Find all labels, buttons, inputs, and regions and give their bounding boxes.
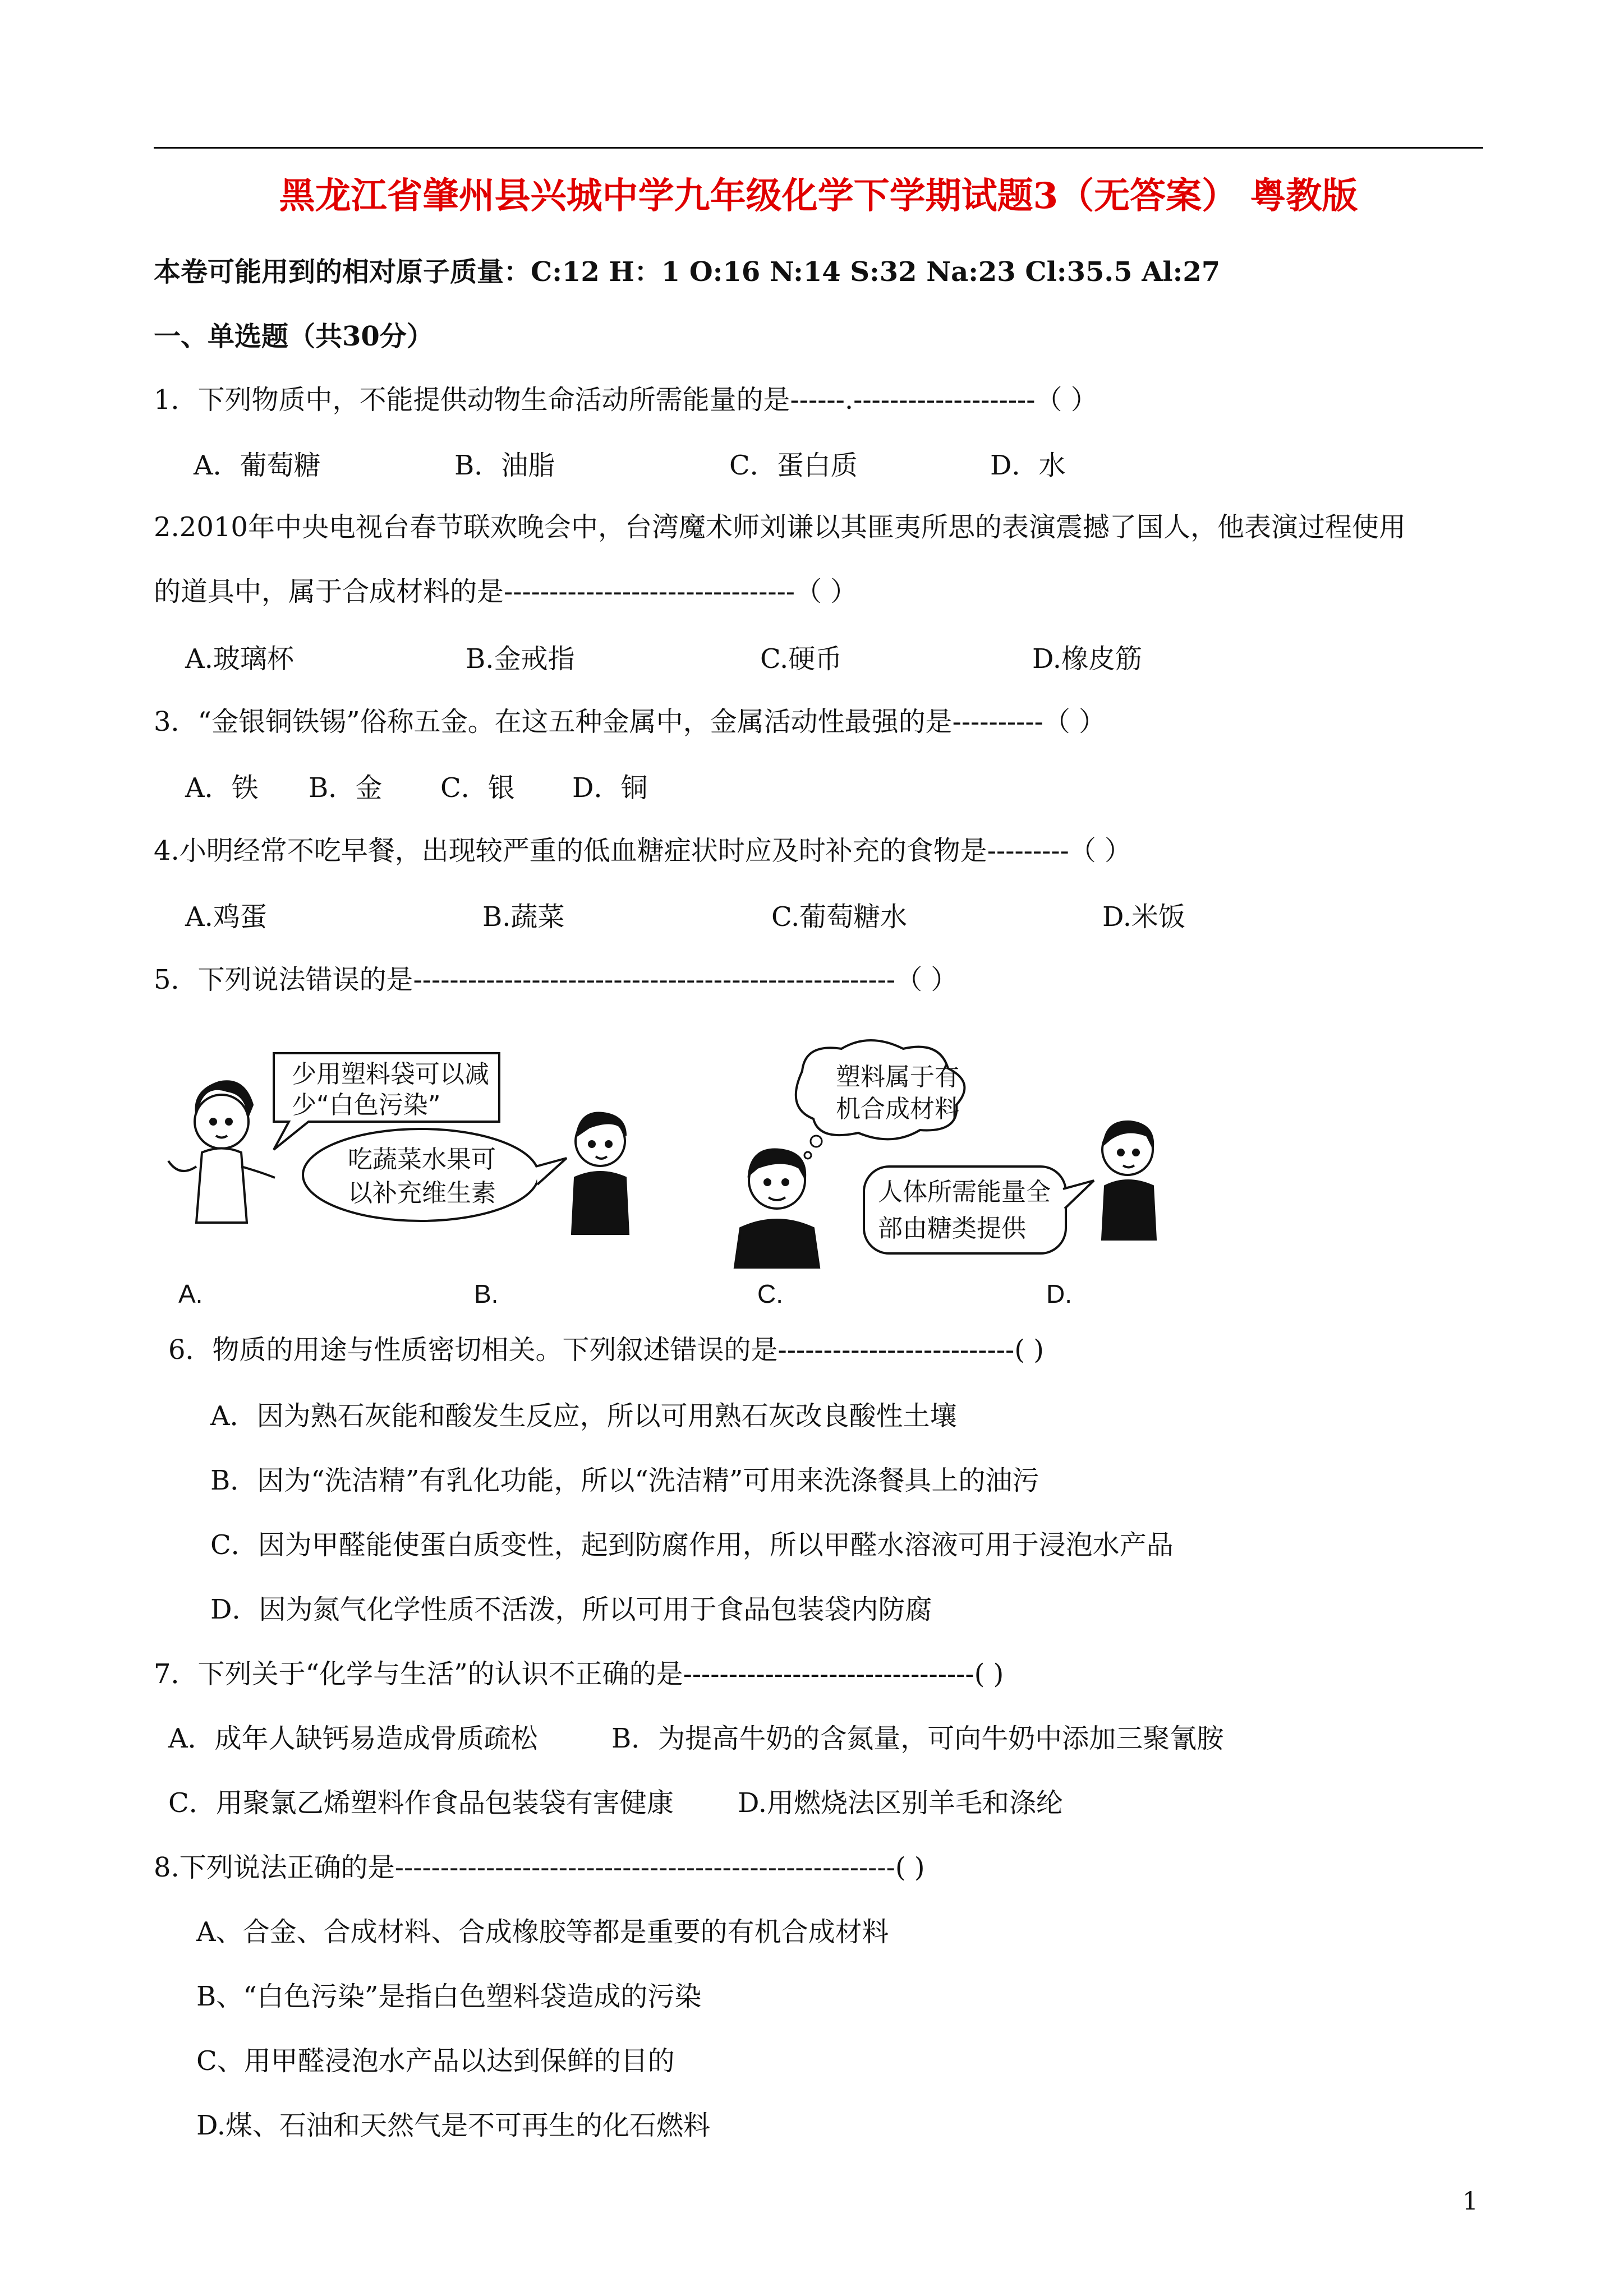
question-2-stem-line1: 2.2010年中央电视台春节联欢晚会中，台湾魔术师刘谦以其匪夷所思的表演震撼了国人，他表演过程使用 xyxy=(154,511,1406,543)
bubble-c-line1: 塑料属于有 xyxy=(836,1063,959,1091)
section-heading: 一、单选题（共30分） xyxy=(154,321,434,352)
caption-c: C. xyxy=(757,1279,783,1308)
option-b: B．油脂 xyxy=(454,450,555,481)
bubble-d-line2: 部由糖类提供 xyxy=(878,1214,1026,1243)
caption-b: B. xyxy=(474,1279,499,1308)
question-6-option-b: B．因为“洗洁精”有乳化功能，所以“洗洁精”可用来洗涤餐具上的油污 xyxy=(210,1465,1039,1496)
option-d: D.用燃烧法区别羊毛和涤纶 xyxy=(738,1787,1064,1819)
option-d: D．水 xyxy=(990,450,1066,481)
bubble-d-line1: 人体所需能量全 xyxy=(878,1178,1051,1206)
boy-figure-b xyxy=(572,1113,628,1234)
question-6-option-d: D．因为氮气化学性质不活泼，所以可用于食品包装袋内防腐 xyxy=(210,1594,932,1625)
option-b: B．为提高牛奶的含氮量，可向牛奶中添加三聚氰胺 xyxy=(611,1723,1224,1754)
bubble-b-line1: 吃蔬菜水果可 xyxy=(348,1145,496,1174)
option-a: A．成年人缺钙易造成骨质疏松 xyxy=(168,1723,538,1754)
boy-figure-c xyxy=(735,1150,819,1267)
question-8-stem: 8.下列说法正确的是-------------------------------------------------------( ) xyxy=(154,1852,925,1883)
question-6-option-c: C．因为甲醛能使蛋白质变性，起到防腐作用，所以甲醛水溶液可用于浸泡水产品 xyxy=(210,1529,1174,1561)
bubble-c-line2: 机合成材料 xyxy=(836,1095,959,1123)
option-a: A．铁 xyxy=(185,772,259,804)
question-5-cartoon xyxy=(163,1038,1229,1318)
option-b: B.金戒指 xyxy=(466,643,575,675)
caption-d: D. xyxy=(1046,1279,1072,1308)
girl-figure xyxy=(168,1081,275,1223)
man-figure-d xyxy=(1102,1122,1156,1239)
option-c: C．蛋白质 xyxy=(729,450,858,481)
option-b: B.蔬菜 xyxy=(482,901,565,933)
bubble-a-line1: 少用塑料袋可以减 xyxy=(292,1060,489,1089)
option-c: C．用聚氯乙烯塑料作食品包装袋有害健康 xyxy=(168,1787,674,1819)
option-c: C.硬币 xyxy=(760,643,843,675)
question-3-stem: 3．“金银铜铁锡”俗称五金。在这五种金属中，金属活动性最强的是----------（ ） xyxy=(154,706,1106,737)
header-rule xyxy=(154,147,1483,149)
option-a: A.鸡蛋 xyxy=(185,901,267,933)
page-number: 1 xyxy=(1462,2187,1478,2216)
cartoon-illustration xyxy=(163,1038,1229,1318)
bubble-d xyxy=(864,1167,1094,1253)
bubble-b xyxy=(303,1129,567,1221)
option-c: C.葡萄糖水 xyxy=(771,901,908,933)
caption-a: A. xyxy=(178,1279,203,1308)
option-d: D.橡皮筋 xyxy=(1032,643,1143,675)
bubble-a-line2: 少“白色污染” xyxy=(292,1091,441,1119)
option-b: B．金 xyxy=(309,772,383,804)
question-5-stem: 5．下列说法错误的是-----------------------------------------------------（ ） xyxy=(154,964,958,995)
option-d: D．铜 xyxy=(572,772,648,804)
question-6-option-a: A．因为熟石灰能和酸发生反应，所以可用熟石灰改良酸性土壤 xyxy=(210,1400,957,1432)
question-6-stem: 6．物质的用途与性质密切相关。下列叙述错误的是--------------------------( ) xyxy=(168,1334,1044,1366)
bubble-b-line2: 以补充维生素 xyxy=(348,1179,496,1207)
bubble-c xyxy=(796,1040,965,1159)
question-7-stem: 7．下列关于“化学与生活”的认识不正确的是--------------------------------( ) xyxy=(154,1658,1004,1690)
question-1-stem: 1．下列物质中，不能提供动物生命活动所需能量的是------.--------------------（ ） xyxy=(154,384,1098,416)
question-2-stem-line2: 的道具中，属于合成材料的是--------------------------------（ ） xyxy=(154,576,858,607)
page-title: 黑龙江省肇州县兴城中学九年级化学下学期试题3（无答案） 粤教版 xyxy=(279,175,1358,217)
question-8-option-a: A、合金、合成材料、合成橡胶等都是重要的有机合成材料 xyxy=(196,1916,889,1948)
option-d: D.米饭 xyxy=(1102,901,1186,933)
question-8-option-d: D.煤、石油和天然气是不可再生的化石燃料 xyxy=(196,2110,711,2141)
question-8-option-b: B、“白色污染”是指白色塑料袋造成的污染 xyxy=(196,1981,702,2012)
question-4-stem: 4.小明经常不吃早餐，出现较严重的低血糖症状时应及时补充的食物是---------（ ） xyxy=(154,835,1132,866)
option-a: A．葡萄糖 xyxy=(194,450,321,481)
question-8-option-c: C、用甲醛浸泡水产品以达到保鲜的目的 xyxy=(196,2045,675,2077)
option-c: C．银 xyxy=(440,772,515,804)
atomic-masses-note: 本卷可能用到的相对原子质量：C:12 H：1 O:16 N:14 S:32 Na:23 Cl:35.5 Al:27 xyxy=(154,256,1221,288)
option-a: A.玻璃杯 xyxy=(185,643,294,675)
